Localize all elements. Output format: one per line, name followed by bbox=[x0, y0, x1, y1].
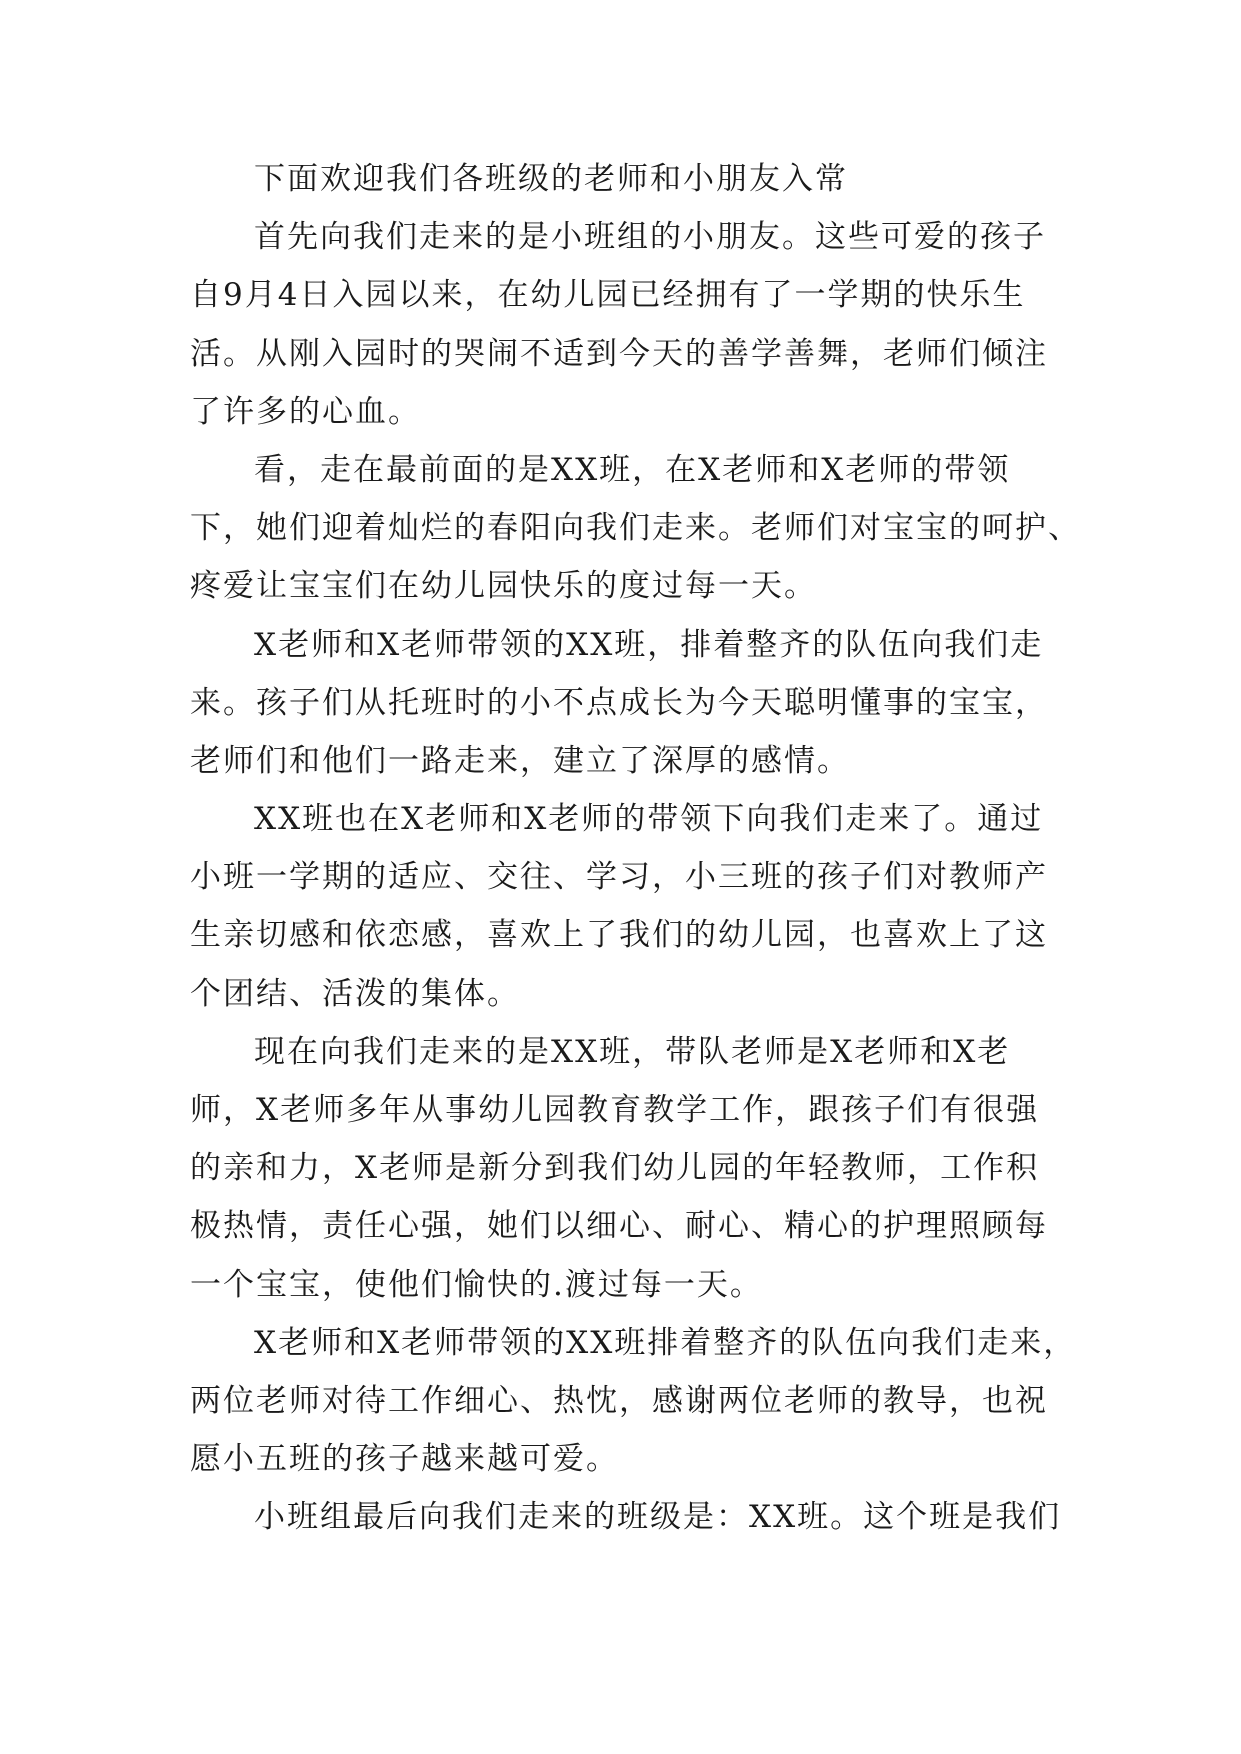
paragraph-line: 小班组最后向我们走来的班级是：XX班。这个班是我们 bbox=[254, 1499, 1062, 1536]
paragraph-line: 首先向我们走来的是小班组的小朋友。这些可爱的孩子 bbox=[254, 219, 1046, 256]
paragraph-line: 下，她们迎着灿烂的春阳向我们走来。老师们对宝宝的呵护、 bbox=[190, 510, 1081, 547]
paragraph-line: 两位老师对待工作细心、热忱，感谢两位老师的教导，也祝 bbox=[190, 1382, 1048, 1419]
paragraph-line: 下面欢迎我们各班级的老师和小朋友入常 bbox=[254, 161, 848, 197]
paragraph-line: 了许多的心血。 bbox=[190, 393, 421, 430]
paragraph-line: 来。孩子们从托班时的小不点成长为今天聪明懂事的宝宝， bbox=[190, 684, 1048, 721]
paragraph-line: 小班一学期的适应、交往、学习，小三班的孩子们对教师产 bbox=[190, 859, 1048, 896]
paragraph-line: 个团结、活泼的集体。 bbox=[190, 975, 520, 1012]
paragraph-line: 看，走在最前面的是XX班，在X老师和X老师的带领 bbox=[254, 451, 1011, 488]
paragraph-line: 活。从刚入园时的哭闹不适到今天的善学善舞，老师们倾注 bbox=[190, 335, 1048, 372]
paragraph-line: 现在向我们走来的是XX班，带队老师是X老师和X老 bbox=[254, 1033, 1011, 1070]
paragraph-line: X老师和X老师带领的XX班，排着整齐的队伍向我们走 bbox=[254, 626, 1044, 663]
paragraph-line: 老师们和他们一路走来，建立了深厚的感情。 bbox=[190, 742, 850, 779]
paragraph-line: 生亲切感和依恋感，喜欢上了我们的幼儿园，也喜欢上了这 bbox=[190, 917, 1048, 954]
paragraph-line: 师，X老师多年从事幼儿园教育教学工作，跟孩子们有很强 bbox=[190, 1092, 1040, 1128]
paragraph-line: 愿小五班的孩子越来越可爱。 bbox=[190, 1441, 619, 1478]
paragraph-line: 自9月4日入园以来，在幼儿园已经拥有了一学期的快乐生 bbox=[190, 277, 1026, 314]
paragraph-line: XX班也在X老师和X老师的带领下向我们走来了。通过 bbox=[254, 801, 1044, 838]
paragraph-line: X老师和X老师带领的XX班排着整齐的队伍向我们走来， bbox=[254, 1324, 1077, 1361]
document-body bbox=[190, 150, 1081, 1547]
paragraph-line: 一个宝宝，使他们愉快的.渡过每一天。 bbox=[190, 1266, 763, 1303]
paragraph-line: 疼爱让宝宝们在幼儿园快乐的度过每一天。 bbox=[190, 568, 817, 605]
paragraph-line: 的亲和力，X老师是新分到我们幼儿园的年轻教师，工作积 bbox=[190, 1150, 1040, 1187]
paragraph-line: 极热情，责任心强，她们以细心、耐心、精心的护理照顾每 bbox=[190, 1208, 1048, 1245]
